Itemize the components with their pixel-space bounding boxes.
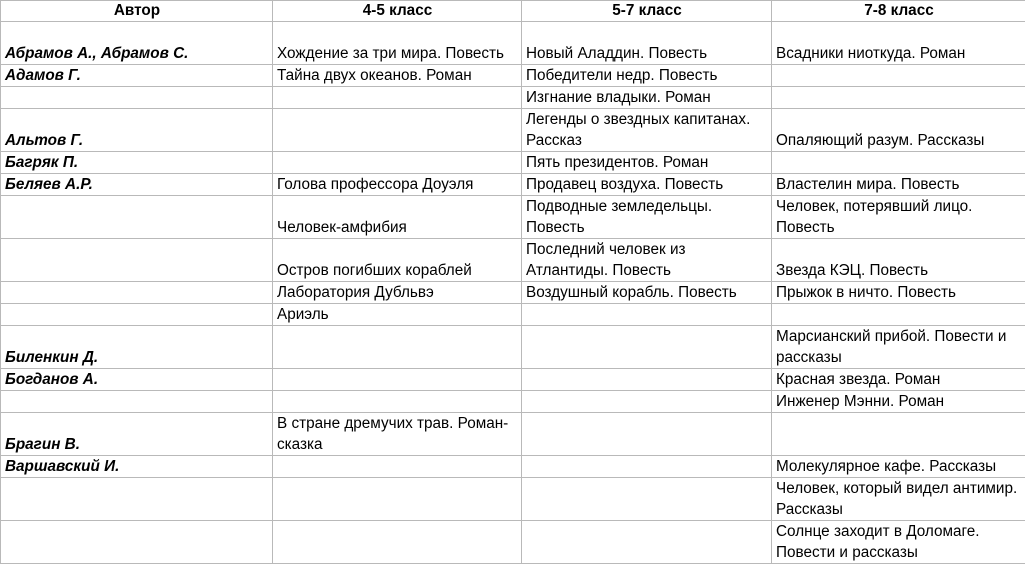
table-row [1,65,1025,87]
author-cell[interactable] [1,239,273,282]
grade-4-5-cell[interactable] [273,391,522,413]
table-row [1,369,1025,391]
grade-7-8-cell[interactable]: Марсианский прибой. Повести и рассказы [772,326,1025,369]
grade-7-8-cell[interactable]: Властелин мира. Повесть [772,174,1025,196]
table-row [1,413,1025,456]
grade-5-7-cell[interactable]: Подводные земледельцы. Повесть [522,196,772,239]
grade-4-5-cell[interactable] [273,109,522,152]
grade-7-8-cell[interactable] [772,413,1025,456]
grade-7-8-cell[interactable]: Красная звезда. Роман [772,369,1025,391]
grade-5-7-cell[interactable]: Последний человек из Атлантиды. Повесть [522,239,772,282]
author-cell[interactable]: Альтов Г. [1,109,273,152]
grade-5-7-cell[interactable] [522,369,772,391]
author-cell[interactable]: Абрамов А., Абрамов С. [1,22,273,65]
grade-4-5-cell[interactable] [273,326,522,369]
grade-7-8-cell[interactable]: Всадники ниоткуда. Роман [772,22,1025,65]
grade-5-7-cell[interactable]: Продавец воздуха. Повесть [522,174,772,196]
grade-5-7-cell[interactable] [522,521,772,564]
table-row [1,109,1025,152]
grade-5-7-cell[interactable] [522,478,772,521]
grade-4-5-cell[interactable] [273,369,522,391]
grade-7-8-cell[interactable] [772,87,1025,109]
table-row [1,326,1025,369]
grade-5-7-cell[interactable]: Новый Аладдин. Повесть [522,22,772,65]
grade-4-5-cell[interactable]: Голова профессора Доуэля [273,174,522,196]
grade-5-7-cell[interactable]: Воздушный корабль. Повесть [522,282,772,304]
table-row [1,478,1025,521]
author-cell[interactable]: Адамов Г. [1,65,273,87]
grade-7-8-cell[interactable]: Прыжок в ничто. Повесть [772,282,1025,304]
grade-7-8-cell[interactable] [772,304,1025,326]
table-row [1,196,1025,239]
author-cell[interactable] [1,478,273,521]
table-row [1,391,1025,413]
grade-4-5-cell[interactable] [273,521,522,564]
author-cell[interactable] [1,196,273,239]
table-row [1,174,1025,196]
grade-7-8-cell[interactable]: Звезда КЭЦ. Повесть [772,239,1025,282]
header-row [1,1,1025,22]
grade-4-5-cell[interactable] [273,456,522,478]
grade-4-5-cell[interactable]: Тайна двух океанов. Роман [273,65,522,87]
header-author[interactable]: Автор [1,1,273,22]
table-row [1,152,1025,174]
grade-7-8-cell[interactable] [772,152,1025,174]
grade-4-5-cell[interactable] [273,87,522,109]
table-row [1,521,1025,564]
grade-4-5-cell[interactable]: Ариэль [273,304,522,326]
author-cell[interactable] [1,521,273,564]
table-row [1,87,1025,109]
grade-7-8-cell[interactable]: Молекулярное кафе. Рассказы [772,456,1025,478]
table-row [1,304,1025,326]
grade-7-8-cell[interactable]: Солнце заходит в Доломаге. Повести и рассказы [772,521,1025,564]
grade-4-5-cell[interactable]: Остров погибших кораблей [273,239,522,282]
grade-4-5-cell[interactable]: Лаборатория Дубльвэ [273,282,522,304]
grade-4-5-cell[interactable]: В стране дремучих трав. Роман-сказка [273,413,522,456]
author-cell[interactable] [1,282,273,304]
grade-7-8-cell[interactable]: Инженер Мэнни. Роман [772,391,1025,413]
grade-7-8-cell[interactable]: Человек, который видел антимир. Рассказы [772,478,1025,521]
grade-5-7-cell[interactable] [522,413,772,456]
table-row [1,239,1025,282]
table-row [1,22,1025,65]
grade-5-7-cell[interactable]: Пять президентов. Роман [522,152,772,174]
grade-4-5-cell[interactable] [273,152,522,174]
grade-5-7-cell[interactable] [522,391,772,413]
header-grade-5-7[interactable]: 5-7 класс [522,1,772,22]
grade-7-8-cell[interactable]: Опаляющий разум. Рассказы [772,109,1025,152]
grade-5-7-cell[interactable]: Изгнание владыки. Роман [522,87,772,109]
grade-5-7-cell[interactable] [522,456,772,478]
grade-5-7-cell[interactable] [522,326,772,369]
table-row [1,282,1025,304]
grade-4-5-cell[interactable] [273,478,522,521]
author-cell[interactable]: Беляев А.Р. [1,174,273,196]
grade-7-8-cell[interactable]: Человек, потерявший лицо. Повесть [772,196,1025,239]
grade-7-8-cell[interactable] [772,65,1025,87]
grade-5-7-cell[interactable]: Легенды о звездных капитанах. Рассказ [522,109,772,152]
grade-5-7-cell[interactable]: Победители недр. Повесть [522,65,772,87]
author-cell[interactable] [1,87,273,109]
header-grade-7-8[interactable]: 7-8 класс [772,1,1025,22]
author-cell[interactable]: Варшавский И. [1,456,273,478]
author-cell[interactable] [1,391,273,413]
author-cell[interactable]: Богданов А. [1,369,273,391]
grade-4-5-cell[interactable]: Хождение за три мира. Повесть [273,22,522,65]
header-grade-4-5[interactable]: 4-5 класс [273,1,522,22]
author-cell[interactable]: Багряк П. [1,152,273,174]
grade-5-7-cell[interactable] [522,304,772,326]
grade-4-5-cell[interactable]: Человек-амфибия [273,196,522,239]
author-cell[interactable]: Биленкин Д. [1,326,273,369]
table-row [1,456,1025,478]
author-cell[interactable] [1,304,273,326]
author-cell[interactable]: Брагин В. [1,413,273,456]
